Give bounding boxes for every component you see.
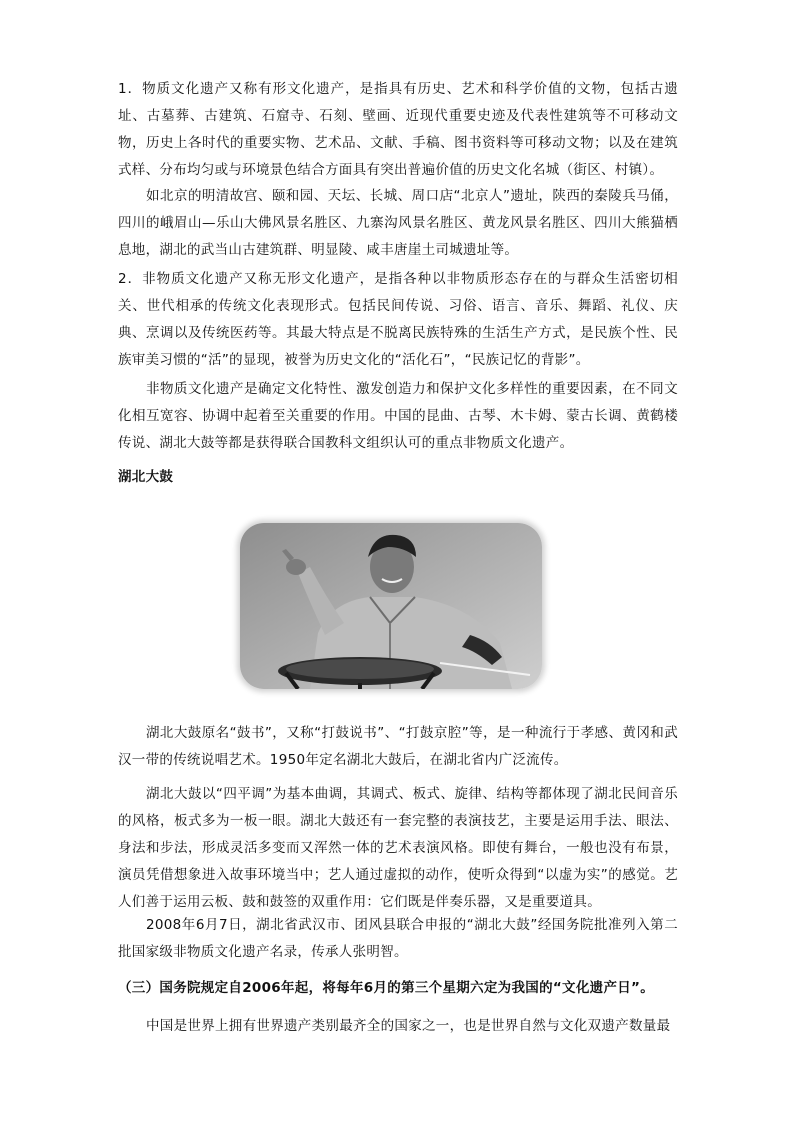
section-heading-hubei-dagu: 湖北大鼓	[118, 469, 174, 485]
paragraph-intangible-heritage: 2．非物质文化遗产又称无形文化遗产，是指各种以非物质形态存在的与群众生活密切相关、世代相承的传统文化表现形式。包括民间传说、习俗、语言、音乐、舞蹈、礼仪、庆典、烹调以及传统医药等。其最大特点是不脱离民族特殊的生活生产方式，是民族个性、民族审美习惯的“活”的显现，被誉为历史文化的“活化石”，“民族记忆的背影”。	[118, 271, 678, 368]
drum-head	[286, 659, 434, 679]
paragraph-intangible-importance: 非物质文化遗产是确定文化特性、激发创造力和保护文化多样性的重要因素，在不同文化相互宽容、协调中起着至关重要的作用。中国的昆曲、古琴、木卡姆、蒙古长调、黄鹤楼传说、湖北大鼓等都是获得联合国教科文组织认可的重点非物质文化遗产。	[118, 381, 678, 451]
paragraph-dagu-listing: 2008年6月7日，湖北省武汉市、团风县联合申报的“湖北大鼓”经国务院批准列入第二批国家级非物质文化遗产名录，传承人张明智。	[118, 917, 678, 960]
paragraph-china-heritage: 中国是世界上拥有世界遗产类别最齐全的国家之一，也是世界自然与文化双遗产数量最	[146, 1018, 671, 1034]
performer-hand	[286, 559, 306, 575]
paragraph-tangible-heritage: 1．物质文化遗产又称有形文化遗产，是指具有历史、艺术和科学价值的文物，包括古遗址、古墓葬、古建筑、石窟寺、石刻、壁画、近现代重要史迹及代表性建筑等不可移动文物，历史上各时代的重要实物、艺术品、文献、手稿、图书资料等可移动文物；以及在建筑式样、分布均匀或与环境景色结合方面具有突出普遍价值的历史文化名城（街区、村镇）。	[118, 81, 678, 178]
hubei-dagu-photo	[234, 523, 551, 689]
paragraph-tangible-examples: 如北京的明清故宫、颐和园、天坛、长城、周口店“北京人”遗址，陕西的秦陵兵马俑，四川的峨眉山—乐山大佛风景名胜区、九寨沟风景名胜区、黄龙风景名胜区、四川大熊猫栖息地，湖北的武当山古建筑群、明显陵、咸丰唐崖土司城遗址等。	[118, 188, 678, 258]
performer-illustration	[240, 523, 542, 689]
paragraph-dagu-style: 湖北大鼓以“四平调”为基本曲调，其调式、板式、旋律、结构等都体现了湖北民间音乐的风格，板式多为一板一眼。湖北大鼓还有一套完整的表演技艺，主要是运用手法、眼法、身法和步法，形成灵活多变而又浑然一体的艺术表演风格。即使有舞台，一般也没有布景，演员凭借想象进入故事环境当中；艺人通过虚拟的动作，使听众得到“以虚为实”的感觉。艺人们善于运用云板、鼓和鼓签的双重作用：它们既是伴奏乐器，又是重要道具。	[118, 786, 678, 910]
photo-frame	[240, 523, 542, 689]
paragraph-heritage-day: （三）国务院规定自2006年起，将每年6月的第三个星期六定为我国的“文化遗产日”。	[118, 980, 655, 996]
paragraph-dagu-origin: 湖北大鼓原名“鼓书”，又称“打鼓说书”、“打鼓京腔”等，是一种流行于孝感、黄冈和武汉一带的传统说唱艺术。1950年定名湖北大鼓后，在湖北省内广泛流传。	[118, 725, 678, 768]
